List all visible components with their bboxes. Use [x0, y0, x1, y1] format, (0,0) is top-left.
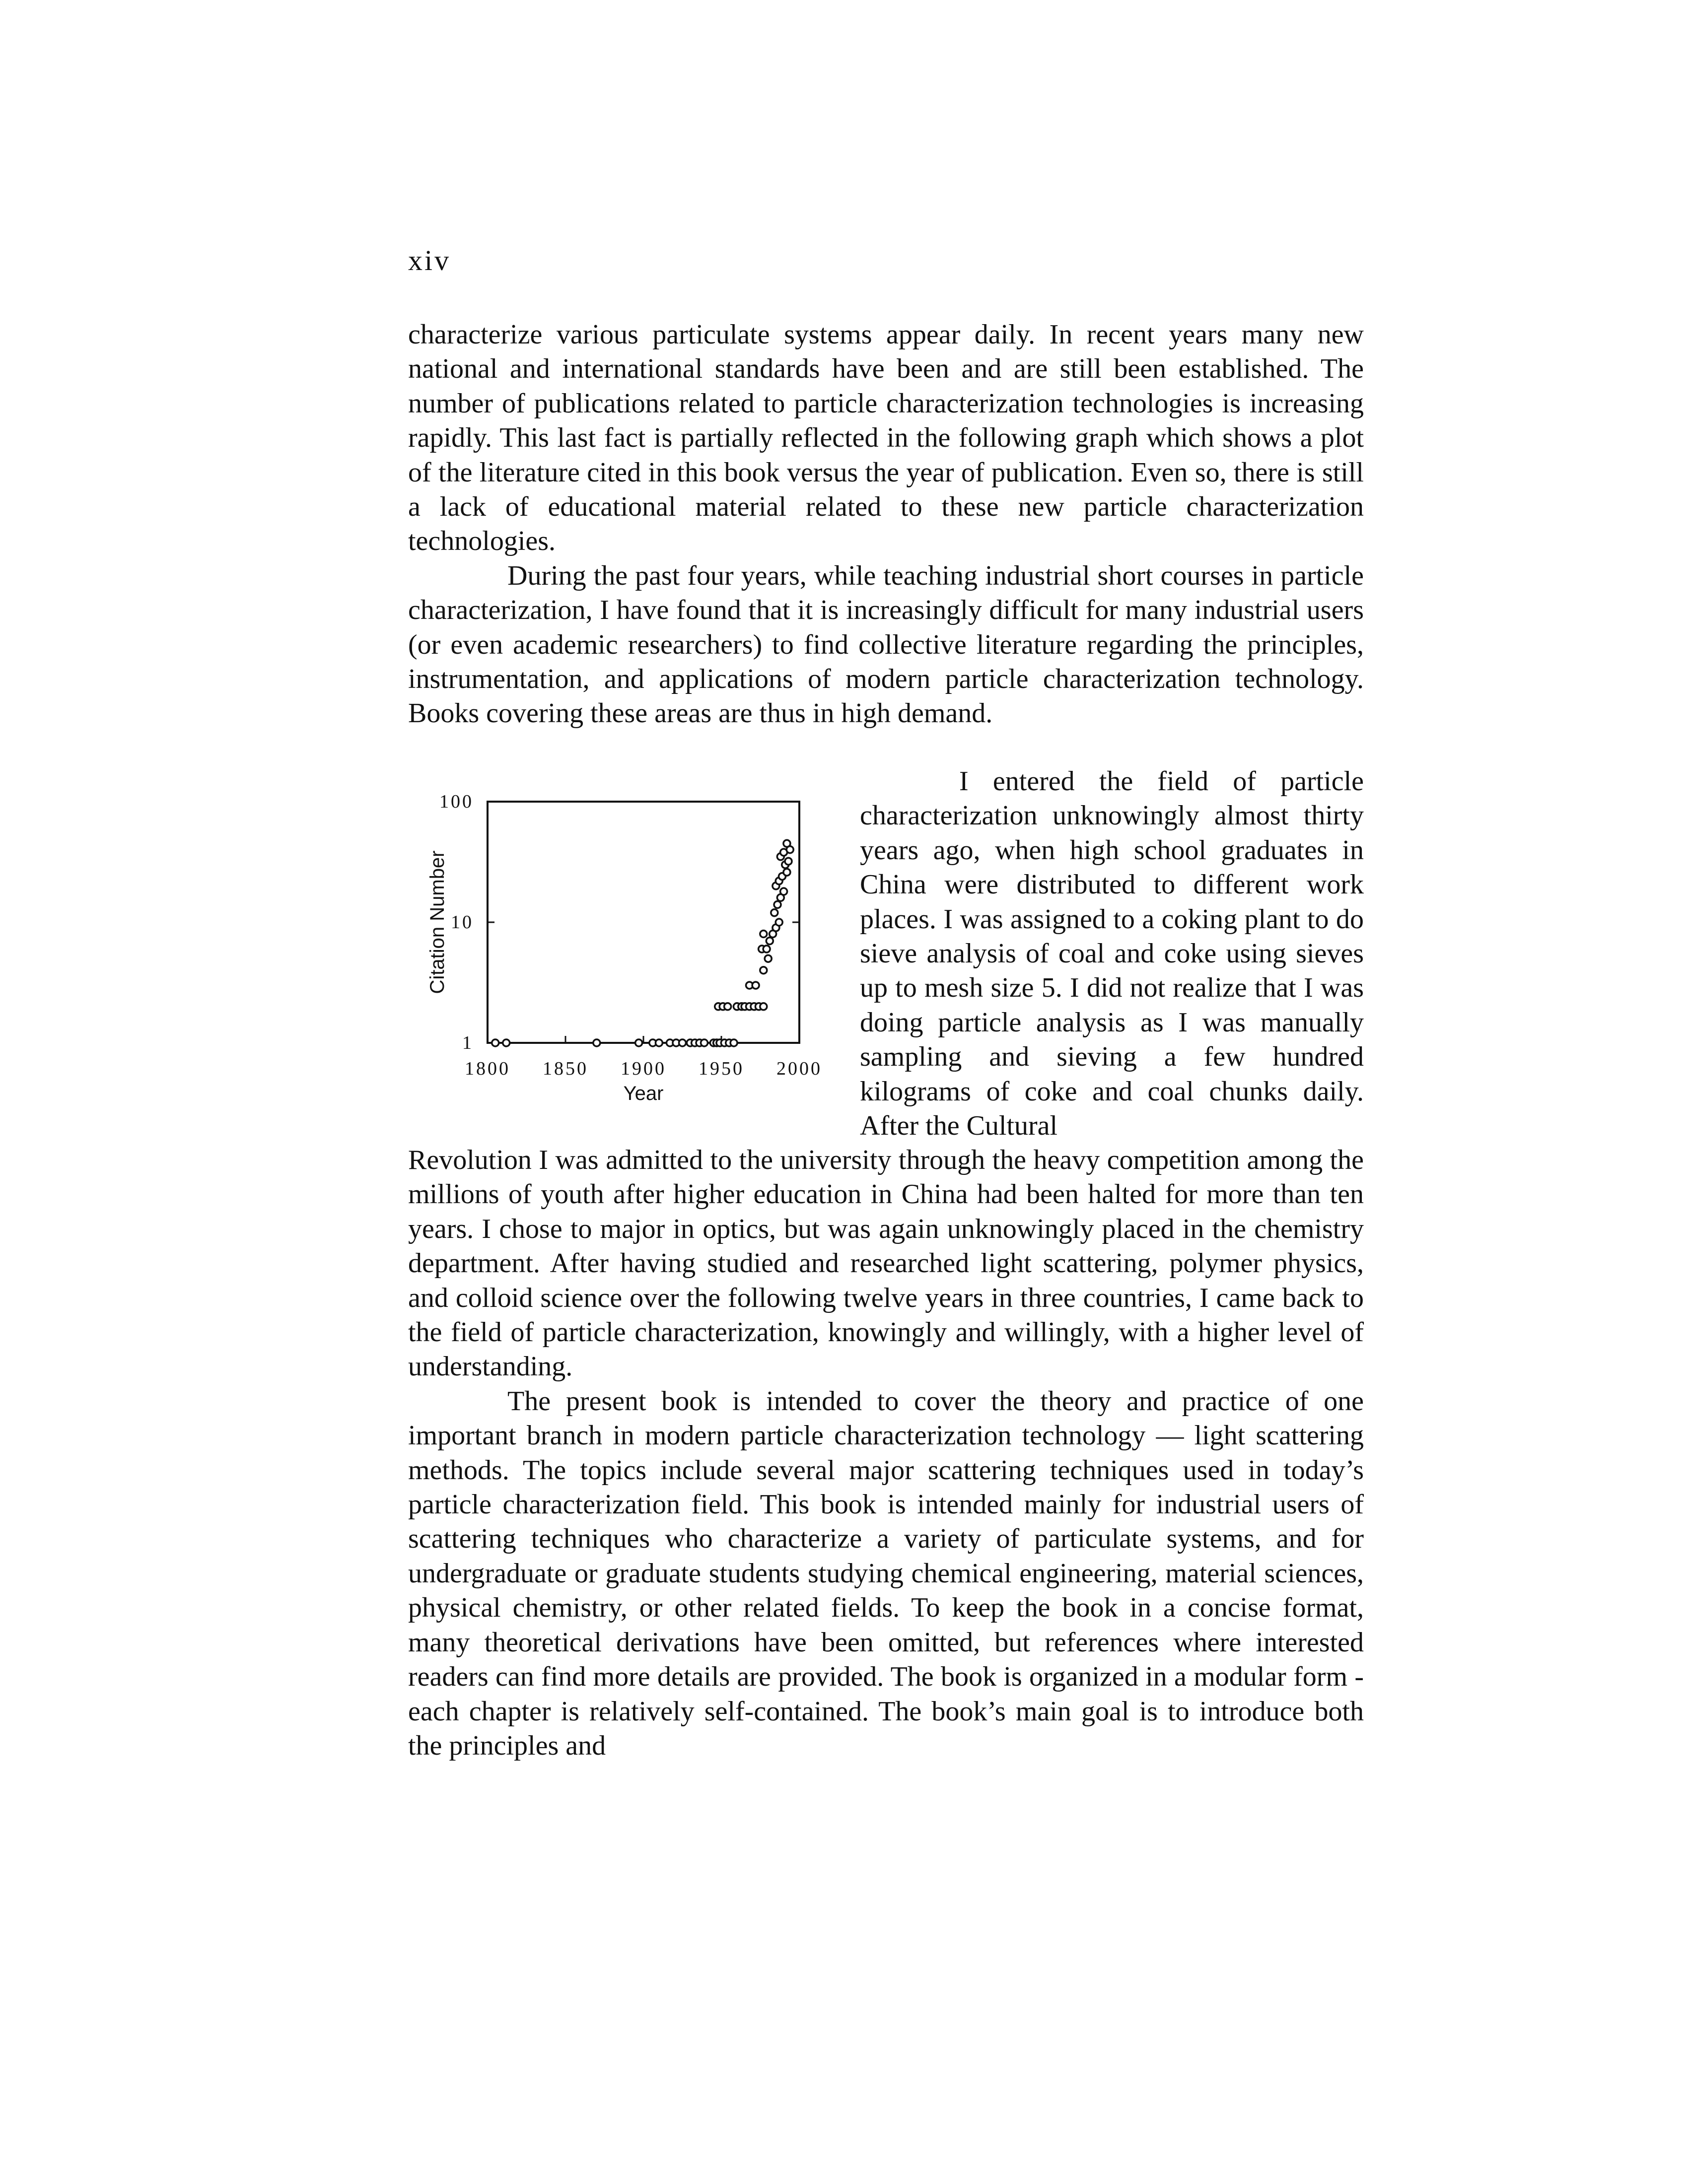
- citation-chart: [422, 784, 834, 1112]
- text-block-top: [408, 318, 1364, 731]
- data-point: [783, 869, 790, 876]
- data-point: [771, 909, 778, 916]
- data-point: [701, 1039, 708, 1046]
- paragraph-3-wrapped: I entered the field of particle characterization unknowingly almost thirty years ago, when high school graduates in China were distributed to different work places. I was assigned to a coking plant to do sieve analysis of coal and coke using sieves up to mesh size 5. I did not realize that I was doing particle analysis as I was manually sampling and sieving a few hundred kilograms of coke and coal chunks daily. After the Cultural: [860, 766, 1364, 1142]
- x-axis-title: Year: [623, 1083, 664, 1104]
- paragraph-4: The present book is intended to cover the theory and practice of one important branch in modern particle characterization technology — light scattering methods. The topics include several major scattering techniques used in today’s particle characterization field. This book is intended mainly for industrial users of scattering techniques who characterize a variety of particulate systems, and for undergraduate or graduate students studying chemical engineering, material sciences, physical chemistry, or other related fields. To keep the book in a concise format, many theoretical derivations have been omitted, but references where interested readers can find more details are provided. The book is organized in a modular form - each chapter is relatively self-contained. The book’s main goal is to introduce both the principles and: [408, 1385, 1364, 1761]
- data-point: [760, 967, 767, 974]
- data-point: [593, 1039, 600, 1046]
- y-axis-ticks: [439, 791, 799, 1053]
- data-point: [492, 1039, 499, 1046]
- x-tick-label: 2000: [776, 1058, 822, 1079]
- data-point: [766, 938, 773, 945]
- data-point: [635, 1039, 642, 1046]
- paragraph-2: During the past four years, while teaching industrial short courses in particle characterization, I have found that it is increasingly difficult for many industrial users (or even academic researchers) to find collective literature regarding the principles, instrumentation, and applications of modern particle characterization technology. Books covering these areas are thus in high demand.: [408, 560, 1364, 729]
- data-point: [503, 1039, 510, 1046]
- data-point: [783, 840, 790, 847]
- data-points: [492, 840, 793, 1046]
- x-tick-label: 1800: [465, 1058, 510, 1079]
- text-block-bottom: [408, 1143, 1364, 1763]
- data-point: [730, 1039, 737, 1046]
- data-point: [785, 858, 792, 865]
- data-point: [679, 1039, 686, 1046]
- y-tick-label: 1: [462, 1032, 474, 1053]
- y-axis-title: Citation Number: [426, 850, 448, 994]
- data-point: [760, 1003, 767, 1010]
- paragraph-1: characterize various particulate systems appear daily. In recent years many new national and international standards have been and are still been established. The number of publications related to particle characterization technologies is increasing rapidly. This last fact is partially reflected in the following graph which shows a plot of the literature cited in this book versus the year of publication. Even so, there is still a lack of educational material related to these new particle characterization technologies.: [408, 319, 1364, 557]
- citation-chart-svg: [422, 784, 834, 1112]
- data-point: [765, 955, 772, 962]
- data-point: [774, 901, 781, 908]
- page-number: xiv: [408, 244, 451, 276]
- data-point: [763, 946, 770, 953]
- data-point: [655, 1039, 662, 1046]
- paragraph-3-continued: Revolution I was admitted to the university through the heavy competition among the millions of youth after higher education in China had been halted for more than ten years. I chose to major in optics, but was again unknowingly placed in the chemistry department. After having studied and researched light scattering, polymer physics, and colloid science over the following twelve years in three countries, I came back to the field of particle characterization, knowingly and willingly, with a higher level of understanding.: [408, 1145, 1364, 1382]
- data-point: [780, 888, 787, 895]
- x-tick-label: 1850: [543, 1058, 588, 1079]
- data-point: [760, 931, 767, 938]
- x-tick-label: 1950: [699, 1058, 744, 1079]
- y-tick-label: 100: [439, 791, 474, 812]
- data-point: [775, 919, 782, 926]
- data-point: [724, 1003, 731, 1010]
- x-tick-label: 1900: [621, 1058, 666, 1079]
- data-point: [752, 982, 759, 989]
- y-tick-label: 10: [451, 912, 474, 933]
- text-block-wrapped: [860, 764, 1364, 1143]
